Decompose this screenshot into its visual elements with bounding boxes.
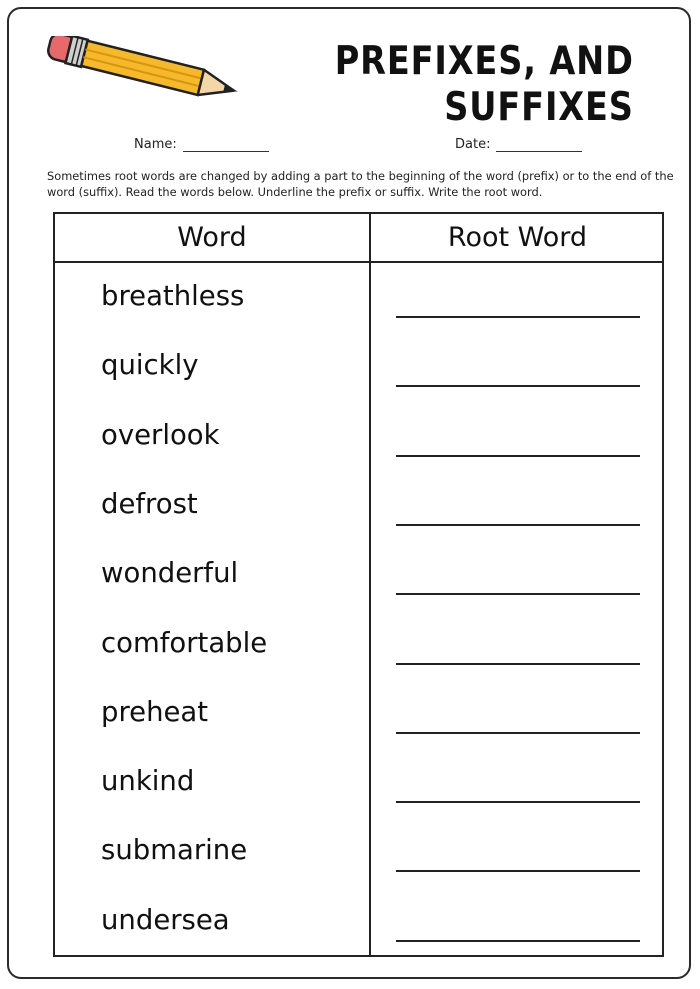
worksheet-page <box>7 7 691 979</box>
word-submarine: submarine <box>101 834 248 867</box>
root-word-answer-line[interactable] <box>396 870 640 872</box>
worksheet-title <box>335 39 634 131</box>
root-word-answer-line[interactable] <box>396 940 640 942</box>
root-word-answer-line[interactable] <box>396 663 640 665</box>
root-word-answer-line[interactable] <box>396 524 640 526</box>
date-label: Date: <box>455 137 491 152</box>
word-comfortable: comfortable <box>101 626 268 659</box>
word-defrost: defrost <box>101 487 198 520</box>
name-field <box>134 137 269 152</box>
name-label: Name: <box>134 137 177 152</box>
word-quickly: quickly <box>101 349 199 382</box>
root-word-answer-line[interactable] <box>396 455 640 457</box>
date-field <box>455 137 582 152</box>
column-divider <box>369 214 371 955</box>
root-word-answer-line[interactable] <box>396 732 640 734</box>
word-overlook: overlook <box>101 418 220 451</box>
word-wonderful: wonderful <box>101 557 239 590</box>
pencil-icon <box>42 36 252 106</box>
title-line-2: SUFFIXES <box>444 85 634 130</box>
word-table <box>53 212 664 957</box>
instructions-text: Sometimes root words are changed by adding a part to the beginning of the word (prefix) or to the end of the word (suffix). Read the words below. Underline the prefix or suffix. Write the root word. <box>47 169 674 199</box>
header-word: Word <box>177 222 247 253</box>
date-blank[interactable] <box>496 137 582 152</box>
word-undersea: undersea <box>101 903 230 936</box>
title-line-1: PREFIXES, AND <box>334 39 634 84</box>
name-blank[interactable] <box>183 137 269 152</box>
header-root-word: Root Word <box>447 222 588 253</box>
word-unkind: unkind <box>101 765 195 798</box>
root-word-answer-line[interactable] <box>396 593 640 595</box>
word-preheat: preheat <box>101 695 209 728</box>
header-divider <box>55 261 662 263</box>
word-breathless: breathless <box>101 280 245 312</box>
root-word-answer-line[interactable] <box>396 385 640 387</box>
root-word-answer-line[interactable] <box>396 801 640 803</box>
root-word-answer-line[interactable] <box>396 316 640 318</box>
